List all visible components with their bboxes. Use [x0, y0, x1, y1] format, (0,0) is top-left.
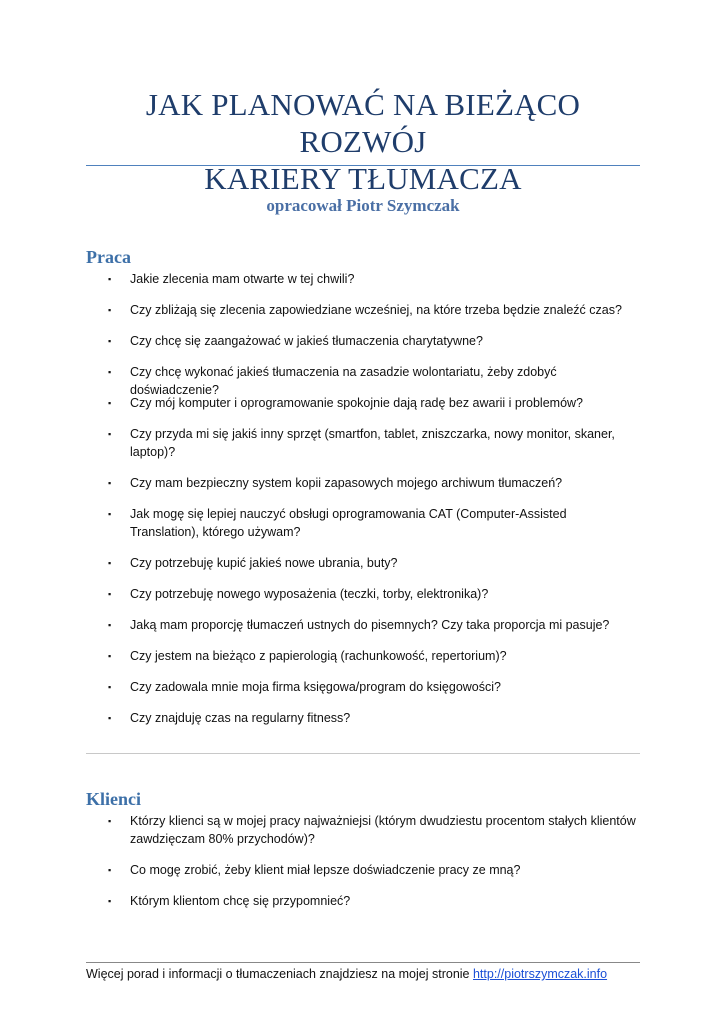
bullet-icon: ▪ — [108, 429, 112, 439]
document-title — [86, 86, 640, 197]
website-link[interactable]: http://piotrszymczak.info — [472, 967, 608, 981]
bullet-icon: ▪ — [108, 274, 112, 284]
section-divider — [86, 753, 640, 754]
bullet-icon: ▪ — [108, 651, 112, 661]
footer-text: Więcej porad i informacji o tłumaczeniach znajdziesz na mojej stronie — [86, 967, 473, 981]
bullet-icon: ▪ — [108, 589, 112, 599]
bullet-icon: ▪ — [108, 509, 112, 519]
bullet-icon: ▪ — [108, 713, 112, 723]
list-item: ▪ Czy zbliżają się zlecenia zapowiedziane wcześniej, na które trzeba będzie znaleźć czas? — [108, 303, 622, 317]
list-item: ▪ Jak mogę się lepiej nauczyć obsługi oprogramowania CAT (Computer-Assisted Translation), którego używam? — [108, 507, 567, 539]
list-item: ▪ Czy potrzebuję nowego wyposażenia (teczki, torby, elektronika)? — [108, 587, 489, 601]
list-item: ▪ Czy chcę się zaangażować w jakieś tłumaczenia charytatywne? — [108, 334, 483, 348]
title-line-1: JAK PLANOWAĆ NA BIEŻĄCO ROZWÓJ — [145, 87, 581, 159]
list-item: ▪ Czy znajduję czas na regularny fitness? — [108, 711, 351, 725]
bullet-icon: ▪ — [108, 682, 112, 692]
page-footer — [86, 965, 646, 983]
author-line: opracował Piotr Szymczak — [266, 196, 460, 215]
bullet-icon: ▪ — [108, 398, 112, 408]
list-item: ▪ Którym klientom chcę się przypomnieć? — [108, 894, 351, 908]
bullet-icon: ▪ — [108, 305, 112, 315]
bullet-icon: ▪ — [108, 620, 112, 630]
list-item: ▪ Czy mam bezpieczny system kopii zapasowych mojego archiwum tłumaczeń? — [108, 476, 563, 490]
title-divider — [86, 165, 640, 166]
bullet-icon: ▪ — [108, 367, 112, 377]
bullet-icon: ▪ — [108, 558, 112, 568]
list-item: ▪ Czy zadowala mnie moja firma księgowa/program do księgowości? — [108, 680, 501, 694]
list-item: ▪ Czy przyda mi się jakiś inny sprzęt (smartfon, tablet, zniszczarka, nowy monitor, skaner, laptop)? — [108, 427, 615, 459]
list-item: ▪ Jaką mam proporcję tłumaczeń ustnych do pisemnych? Czy taka proporcja mi pasuje? — [108, 618, 610, 632]
footer-divider — [86, 962, 640, 963]
bullet-icon: ▪ — [108, 336, 112, 346]
list-item: ▪ Co mogę zrobić, żeby klient miał lepsze doświadczenie pracy ze mną? — [108, 863, 521, 877]
list-item: ▪ Jakie zlecenia mam otwarte w tej chwili? — [108, 272, 355, 286]
bullet-icon: ▪ — [108, 478, 112, 488]
list-item: ▪ Czy chcę wykonać jakieś tłumaczenia na zasadzie wolontariatu, żeby zdobyć doświadczenie? — [108, 365, 557, 397]
bullet-icon: ▪ — [108, 865, 112, 875]
list-item: ▪ Czy potrzebuję kupić jakieś nowe ubrania, buty? — [108, 556, 398, 570]
section-heading-praca: Praca — [86, 247, 131, 267]
list-item: ▪ Czy jestem na bieżąco z papierologią (rachunkowość, repertorium)? — [108, 649, 507, 663]
bullet-icon: ▪ — [108, 816, 112, 826]
bullet-icon: ▪ — [108, 896, 112, 906]
list-item: ▪ Którzy klienci są w mojej pracy najważniejsi (którym dwudziestu procentom stałych klientów zawdzięczam 80% przychodów)? — [108, 814, 636, 846]
section-heading-klienci: Klienci — [86, 789, 141, 809]
list-item: ▪ Czy mój komputer i oprogramowanie spokojnie dają radę bez awarii i problemów? — [108, 396, 583, 410]
title-line-2: KARIERY TŁUMACZA — [204, 161, 522, 196]
